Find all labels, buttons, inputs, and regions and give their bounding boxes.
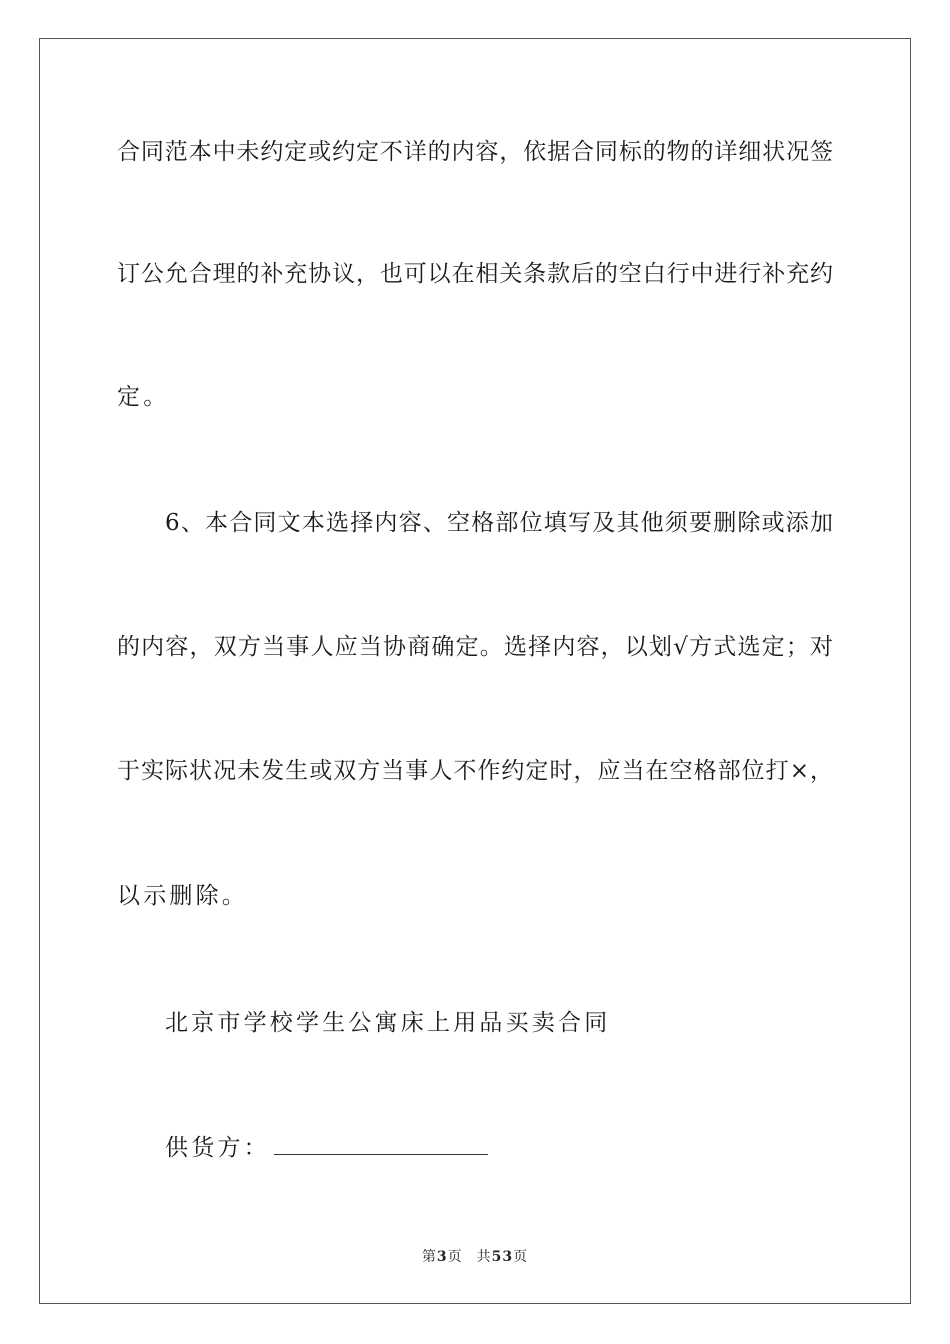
supplier-label: 供货方：: [165, 1135, 270, 1161]
total-suffix: 页: [513, 1249, 529, 1265]
supplier-blank-field: [274, 1154, 488, 1155]
paragraph-1-line-2: 订公允合理的补充协议，也可以在相关条款后的空白行中进行补充约: [117, 261, 833, 287]
paragraph-2-line-2: 的内容，双方当事人应当协商确定。选择内容，以划√方式选定；对: [117, 634, 833, 660]
paragraph-1-line-1: 合同范本中未约定或约定不详的内容，依据合同标的物的详细状况签: [117, 139, 833, 165]
paragraph-2-line-3: 于实际状况未发生或双方当事人不作约定时，应当在空格部位打×，: [117, 758, 833, 784]
contract-title: 北京市学校学生公寓床上用品买卖合同: [165, 1010, 611, 1036]
paragraph-1-line-3: 定。: [117, 384, 170, 410]
page-number: 3: [436, 1249, 448, 1265]
total-prefix: 共: [476, 1249, 492, 1265]
paragraph-2-line-4: 以示删除。: [117, 883, 248, 909]
paragraph-2-line-1: 6、本合同文本选择内容、空格部位填写及其他须要删除或添加: [165, 510, 833, 536]
page-footer: [0, 1248, 950, 1266]
page-suffix: 页: [447, 1249, 463, 1265]
supplier-row: [165, 1133, 833, 1163]
page-prefix: 第: [421, 1249, 437, 1265]
total-pages: 53: [491, 1249, 514, 1265]
page-border: [39, 38, 911, 1304]
